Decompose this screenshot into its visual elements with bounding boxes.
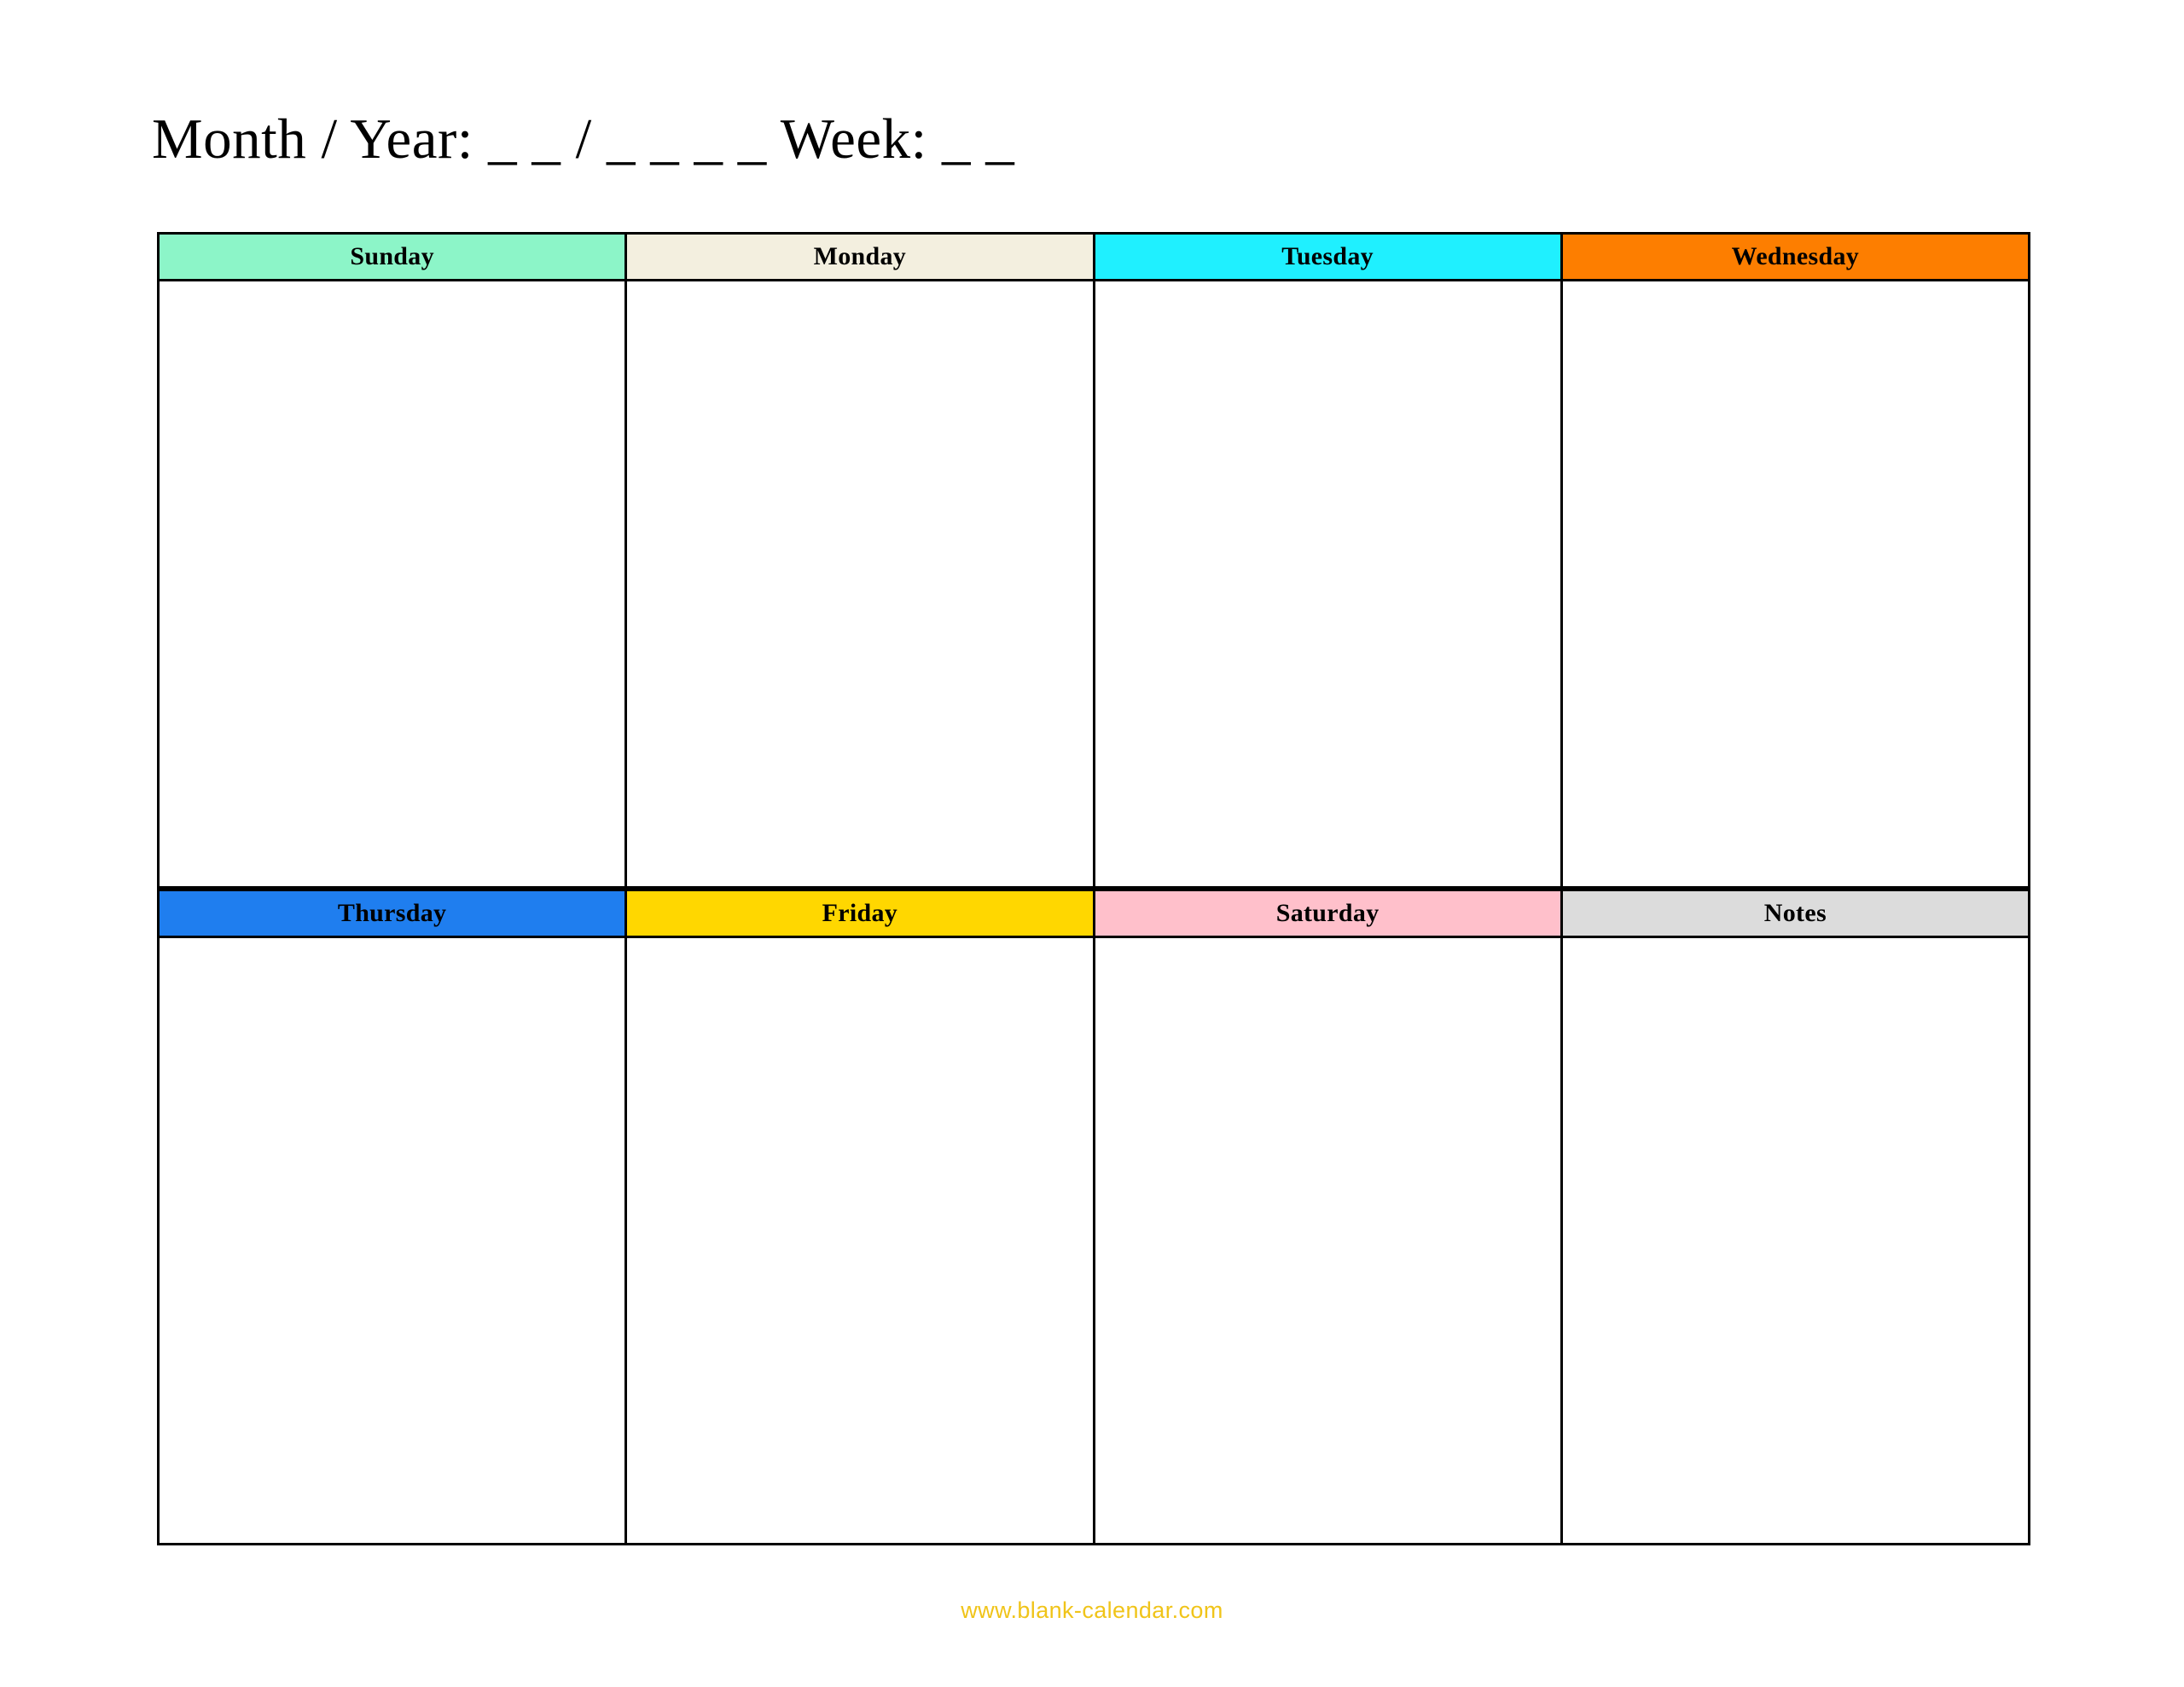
header-row-2 xyxy=(160,889,2028,938)
weekly-calendar-table xyxy=(157,232,2030,1545)
day-header-notes[interactable] xyxy=(1563,891,2028,936)
day-header-label: Thursday xyxy=(337,899,447,927)
day-header-label: Tuesday xyxy=(1281,242,1374,270)
day-header-label: Friday xyxy=(822,899,898,927)
day-cell-wednesday[interactable] xyxy=(1563,281,2028,886)
day-header-label: Sunday xyxy=(350,242,434,270)
day-header-monday[interactable] xyxy=(627,235,1095,279)
day-header-wednesday[interactable] xyxy=(1563,235,2028,279)
day-cells-row-2 xyxy=(160,938,2028,1545)
day-header-label: Notes xyxy=(1763,899,1827,927)
day-header-label: Monday xyxy=(813,242,907,270)
day-cell-friday[interactable] xyxy=(627,938,1095,1543)
header-row-1 xyxy=(160,232,2028,281)
day-cell-tuesday[interactable] xyxy=(1095,281,1563,886)
day-cell-thursday[interactable] xyxy=(160,938,627,1543)
day-cells-row-1 xyxy=(160,281,2028,889)
day-cell-sunday[interactable] xyxy=(160,281,627,886)
day-cell-saturday[interactable] xyxy=(1095,938,1563,1543)
day-header-label: Saturday xyxy=(1275,899,1380,927)
day-header-thursday[interactable] xyxy=(160,891,627,936)
day-cell-monday[interactable] xyxy=(627,281,1095,886)
day-cell-notes[interactable] xyxy=(1563,938,2028,1543)
day-header-label: Wednesday xyxy=(1731,242,1860,270)
day-header-saturday[interactable] xyxy=(1095,891,1563,936)
day-header-sunday[interactable] xyxy=(160,235,627,279)
page-title: Month / Year: _ _ / _ _ _ _ Week: _ _ xyxy=(152,107,1015,171)
day-header-friday[interactable] xyxy=(627,891,1095,936)
footer-website-link[interactable]: www.blank-calendar.com xyxy=(961,1597,1223,1623)
day-header-tuesday[interactable] xyxy=(1095,235,1563,279)
